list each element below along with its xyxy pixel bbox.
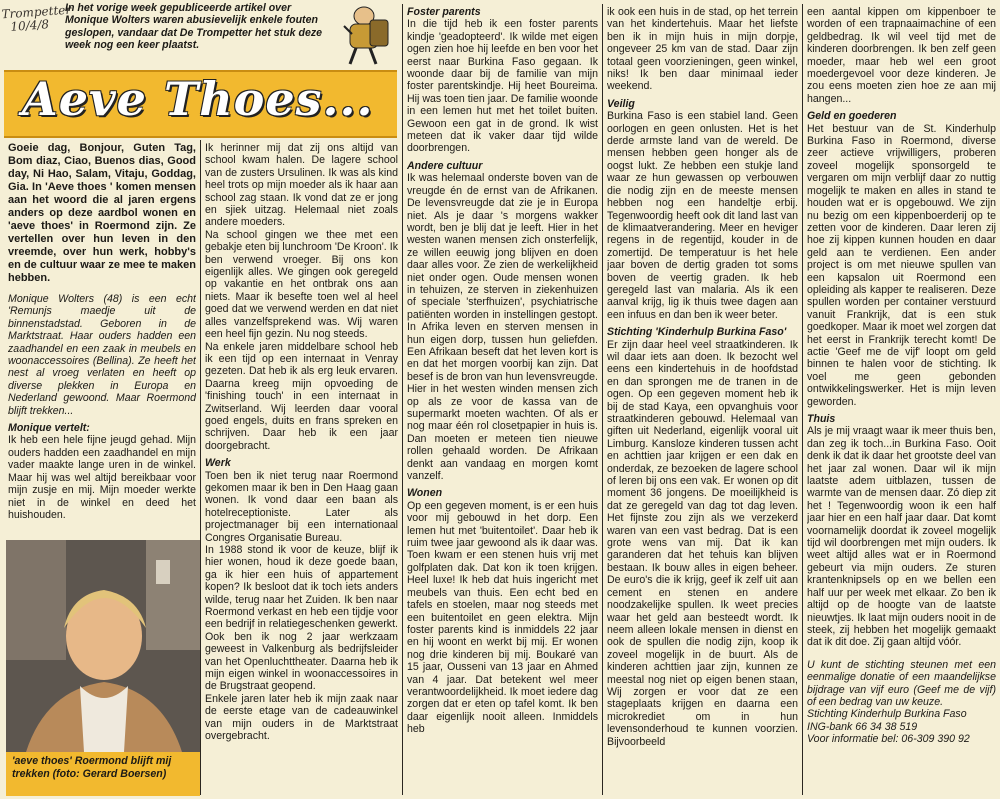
column-4 (607, 6, 798, 796)
handwritten-source: Trompetter (1, 2, 72, 22)
column-rule (602, 4, 603, 795)
paragraph: Na school gingen we thee met een gebakje eten bij lunchroom 'De Kroon'. Ik ben verwend vroeger. Bij ons kon eigenlijk alles. We gingen ook geregeld op vakantie en het ontbrak ons aan niets. Maar ik besefte toen wel al heel goed dat we verwend werden en dat niet alles vanzelfsprekend was. Wij waren een heel fijn gezin. Nu nog steeds. (205, 228, 398, 341)
donation-note: U kunt de stichting steunen met een eenmalige donatie of een maandelijkse bijdrage van vijf euro (Geef me de vijf) of een bedrag van uw keuze. (807, 658, 996, 708)
foundation-name: Stichting Kinderhulp Burkina Faso (807, 708, 967, 721)
paragraph: Er zijn daar heel veel straatkinderen. Ik wil daar iets aan doen. Ik bezocht wel eens een kindertehuis in de hoofdstad en dan sprongen me de tranen in de ogen. Op een gegeven moment heb ik bij de stad Kaya, een opvanghuis voor straatkinderen gebouwd. Helemaal van giften uit Nederland, eigenlijk vooral uit Limburg. Kansloze kinderen tussen acht en achttien jaar krijgen er een dak en onderdak, ze bezoeken de lagere school of leren bij ons een vak. Er wonen op dit moment 36 jongens. De moeilijkheid is dat ze geregeld van dag tot dag leven. Het fijnste zou zijn als we verzekerd waren van een vast bedrag. Dat is een grote wens van mij. Dat ik kan garanderen dat het tehuis kan blijven bestaan. Ik bouw alles in eigen beheer. De euro's die ik krijg, geef ik zelf uit aan cement en stenen en andere noodzakelijke spullen. Ik weet precies waar het geld aan besteedt wordt. Ik neem alleen lokale mensen in dienst en ook de spullen die nodig zijn, koop ik zoveel mogelijk in de buurt. Als de kinderen achttien jaar zijn, kunnen ze meestal nog niet op eigen benen staan, Wij zorgen er voor dat ze een stageplaats krijgen en daarna een microkrediet om in hun levensonderhoud te kunnen voorzien. Bijvoorbeeld (607, 338, 798, 748)
info-phone: Voor informatie bel: 06-309 390 92 (807, 733, 970, 746)
column-rule (402, 4, 403, 795)
photo-caption: 'aeve thoes' Roermond blijft mij trekken (foto: Gerard Boersen) (6, 752, 200, 796)
paragraph: Ik was helemaal onderste boven van de vreugde én de ernst van de Afrikanen. De levensvreugde dat zie je in Europa niet. Als je daar 's morgens wakker wordt, ben je blij dat je leeft. Hier in het westen wanen mensen zich onsterfelijk, ze willen eeuwig jong blijven en doen daar alles voor. Ze zien de werkelijkheid niet onder ogen. Oude mensen wonen in tehuizen, ze sterven in ziekenhuizen of speciale 'sterfhuizen', psychiatrische patiënten worden in instellingen gestopt. In Afrika leven en sterven mensen in hun eigen dorp, tussen hun geliefden. Een Afrikaan beseft dat het leven kort is en dat het morgen voorbij kan zijn. Dat besef is de bron van hun levensvreugde. Hier in het westen winden mensen zich op als ze voor de kassa van de supermarkt moeten wachten. Of als er nog maar één rol closetpapier in huis is. Dan moeten er meteen tien nieuwe rollen gehaald worden. De Afrikaan denkt aan vandaag en morgen komt vanzelf. (407, 172, 598, 483)
heading-geld-en-goederen: Geld en goederen (807, 110, 897, 123)
paragraph: ik ook een huis in de stad, op het terrein van het kindertehuis. Maar het liefste ben ik in mijn huis in mijn dorpje, ongeveer 25 km van de stad. Daar zijn totaal geen voorzieningen, geen winkel, niks! Ik ben daar minimaal ieder weekend. (607, 6, 798, 93)
column-rule (200, 140, 201, 795)
paragraph: Burkina Faso is een stabiel land. Geen oorlogen en geen onlusten. Het is het derde armste land van de wereld. De mensen hebben geen honger als de oogst lukt. Ze hebben een stukje land waar ze hun gewassen op verbouwen die nodig zijn en de meeste mensen hebben nog een handeltje erbij. Tegenwoordig heeft ook dit land last van de klimaatverandering. Meer en heviger regens in de regentijd, kouder in de zomertijd. De temperatuur is het hele jaar boven de dertig graden tot soms boven de veertig graden. Ik heb geregeld last van malaria. Als ik een aanval krijg, lig ik thuis twee dagen aan een infuus en dan ben ik weer beter. (607, 110, 798, 321)
heading-andere-cultuur: Andere cultuur (407, 159, 483, 172)
column-5 (807, 6, 996, 796)
paragraph: Ik heb een hele fijne jeugd gehad. Mijn ouders hadden een zaadhandel en mijn vader maakte lange uren in de winkel. Maar hij was wel altijd bereikbaar voor mijn zusje en mij. Mijn moeder werkte niet in de winkel en deed het huishouden. (8, 434, 196, 521)
column-2 (205, 142, 398, 796)
paragraph: Enkele jaren later heb ik mijn zaak naar de eerste etage van de cadeauwinkel van mijn ouders in de Marktstraat overgebracht. (205, 692, 398, 743)
heading-wonen: Wonen (407, 487, 443, 500)
paragraph: In 1988 stond ik voor de keuze, blijf ik hier wonen, houd ik deze goede baan, ga ik hier een huis of appartement kopen? Ik besloot dat ik toch iets anders wilde, terug naar het Zuiden. Ik ben naar Roermond verkast en heb een tijdje voor een bedrijf in relatiegeschenken gewerkt. Ook ben ik nog 2 jaar werkzaam geweest in Valkenburg als bedrijfsleider van het Openluchttheater. Daarna heb ik mijn eigen winkel in woonaccessoires in de Brugstraat geopend. (205, 544, 398, 693)
heading-thuis: Thuis (807, 413, 836, 425)
paragraph: Na enkele jaren middelbare school heb ik een tijd op een internaat in Venray gezeten. Dat heb ik als erg leuk ervaren. Daarna kreeg mijn opvoeding de 'finishing touch' in een internaat in Zwitserland. Wij leerden daar vooral goed engels, duits en frans spreken en schrijven. Daar heb ik een jaar doorgebracht. (205, 340, 398, 452)
paragraph: een aantal kippen om kippenboer te worden of een trapnaaimachine of een geldbedrag. Ik wil veel tijd met de kinderen doorbrengen. Ik ben zelf geen moeder, maar heb wel een groot moedergevoel voor deze kinderen. Je zou eens moeten zien hoe ze aan mij hangen... (807, 6, 996, 105)
intro-note: In het vorige week gepubliceerde artikel over Monique Wolters waren abusievelijk enkele fouten geslopen, vandaar dat De Trompetter het stuk deze week nog een keer plaatst. (65, 2, 323, 52)
column-1 (8, 142, 196, 538)
paragraph: Het bestuur van de St. Kinderhulp Burkina Faso in Roermond, diverse zeer actieve vrijwilligers, proberen zoveel mogelijk sponsorgeld te vergaren om mijn verblijf daar zo nuttig mogelijk te maken en alles in stand te houden wat er is opgebouwd. We zijn nu bezig om een kippenboerderij op te zetten voor de kinderen. Daar leren zij hoe zij kippen kunnen houden en daar geld aan te verdienen. Een ander project is om met nieuwe spullen van een kapsalon uit Roermond een opleiding als kapper te realiseren. Deze spullen worden per container verstuurd vanuit Frankrijk, dat is een stuk goedkoper. Maar ik moet wel zorgen dat het eerst in Frankrijk terecht komt! De actie 'Geef me de vijf' loopt om geld binnen te halen voor de stichting. Ik voel me geen gebonden ontwikkelingswerker. Het is mijn leven geworden. (807, 122, 996, 408)
heading-foster-parents: Foster parents (407, 6, 481, 18)
paragraph: Op een gegeven moment, is er een huis voor mij gebouwd in het dorp. Een lemen hut met 'buitentoilet'. Daar heb ik ruim twee jaar gewoond als ik daar was. Toen kwam er een stenen huis vrij met golfplaten dak. Dat kon ik toen krijgen. Heel luxe! Ik heb dat huis ingericht met meubels van thuis. Een echt bed en tafels en stoelen, maar nog steeds met een buitentoilet en geen elektra. Mijn foster parents kind is inmiddels 22 jaar en hij woont en werkt bij mij. Er wonen nog drie kinderen bij mij. Boukaré van 15 jaar, Ousseni van 13 jaar en Ahmed van 4 jaar. Dat betekent wel meer verantwoordelijkheid. Ik moet iedere dag zorgen dat er eten op tafel komt. Ik ben daar eigenlijk nooit alleen. Inmiddels heb (407, 499, 598, 736)
bank-account: ING-bank 66 34 38 519 (807, 720, 918, 733)
paragraph: Als je mij vraagt waar ik meer thuis ben, dan zeg ik toch...in Burkina Faso. Ooit denk ik dat ik daar het grootste deel van het jaar zal wonen. Daar wil ik mijn laatste adem uitblazen, tussen de warmte van de mensen daar. Zó diep zit het ! Tegenwoordig woon ik een half jaar hier en een half jaar daar. Dat komt voornamelijk doordat ik zoveel mogelijk tijd wil doorbrengen met mijn ouders. Ik weet altijd alles wat er in Roermond gebeurt via mijn ouders. Ze sturen krantenknipsels op en we bellen een half uur per week met elkaar. Zo ben ik altijd op de hoogte van de laatste nieuwtjes. Ik laat mijn ouders nooit in de steek, zij hebben het mogelijk gemaakt dat ik dit doe. Zij gaan altijd vóór. (807, 425, 996, 649)
paragraph: In die tijd heb ik een foster parents kindje 'geadopteerd'. Ik wilde met eigen ogen zien hoe hij leefde en ben voor het eerst naar Burkina Faso gegaan. Ik woonde daar bij de familie van mijn foster parentskindje. Hij heet Boureima. Hij was toen tien jaar. De familie woonde in een lemen hut met het toilet buiten. Gewoon een gat in de grond. Ik wist meteen dat ik vaker daar tijd wilde doorbrengen. (407, 18, 598, 155)
bio-paragraph: Monique Wolters (48) is een echt 'Remunjs maedje uit de binnenstadstad. Geboren in de Marktstraat. Haar ouders hadden een zaadhandel en een zaak in meubels en woonaccessoires (Bellina). Ze heeft het nest al vroeg verlaten en heeft op diverse plekken in Europa en Nederland gewoond. Maar Roermond blijft trekken... (8, 293, 196, 417)
heading-werk: Werk (205, 457, 231, 470)
heading-veilig: Veilig (607, 97, 635, 110)
handwritten-annotation (1, 4, 72, 35)
traveler-illustration (330, 4, 398, 68)
page-title: Aeve Thoes... (22, 72, 374, 126)
portrait-photo (6, 540, 200, 752)
paragraph: Toen ben ik niet terug naar Roermond gekomen maar ik ben in Den Haag gaan wonen. Ik vond daar een baan als hotelreceptioniste. Later als projectmanager bij een internationaal Congres Organisatie Bureau. (205, 469, 398, 544)
heading-monique-vertelt: Monique vertelt: (8, 422, 90, 435)
column-rule (802, 4, 803, 795)
column-3 (407, 6, 598, 796)
lead-paragraph: Goeie dag, Bonjour, Guten Tag, Bom diaz, Ciao, Buenos dias, Good day, Ni Hao, Salam, Vitaju, Goddag, Gia. In 'Aeve thoes ' komen mensen aan het woord die al jaren ergens anders op deze aardbol wonen en 'aeve thoes' in Roermond zijn. Ze vertellen over hun leven in den vreemde, over hun werk, hobby's en de cultuur waar ze mee te maken hebben. (8, 142, 196, 284)
heading-stichting: Stichting 'Kinderhulp Burkina Faso' (607, 326, 787, 339)
handwritten-date: 10/4/8 (9, 17, 50, 34)
paragraph: Ik herinner mij dat zij ons altijd van school kwam halen. De lagere school van de zusters Ursulinen. Ik was als kind heel trots op mijn moeder als ik haar aan school zag staan. Ik vond dat ze er jong en sjiek uitzag. Helemaal niet zoals andere moeders. (205, 142, 398, 229)
